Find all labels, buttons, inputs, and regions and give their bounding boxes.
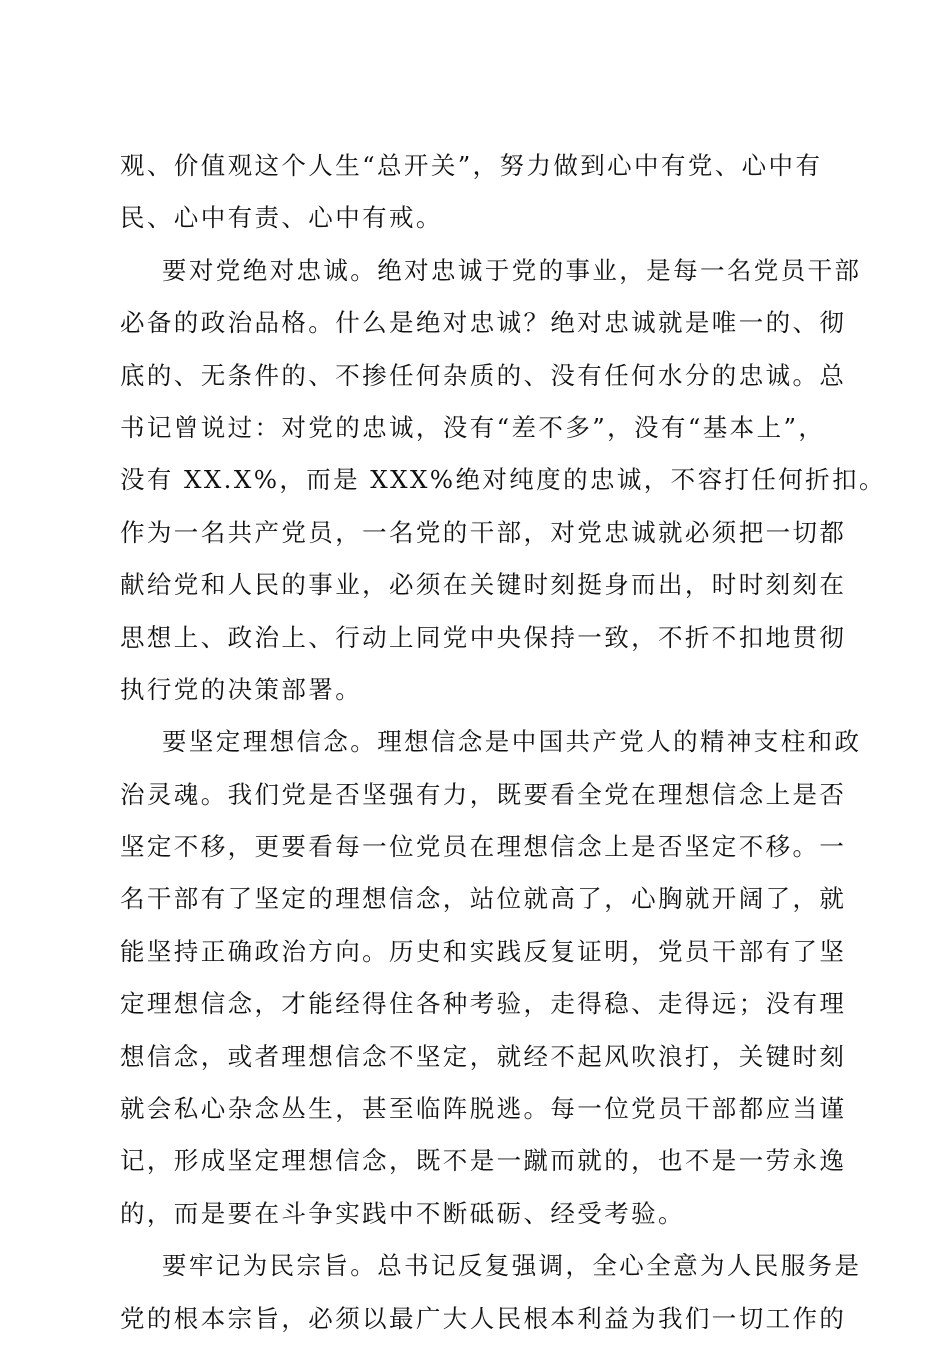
text-line: 献给党和人民的事业，必须在关键时刻挺身而出，时时刻刻在 (120, 570, 847, 600)
text-line: 记，形成坚定理想信念，既不是一蹴而就的，也不是一劳永逸 (120, 1146, 847, 1176)
text-line: 定理想信念，才能经得住各种考验，走得稳、走得远；没有理 (120, 989, 847, 1019)
text-line: 党的根本宗旨，必须以最广大人民根本利益为我们一切工作的 (120, 1303, 847, 1333)
text-line: 作为一名共产党员，一名党的干部，对党忠诚就必须把一切都 (120, 517, 847, 547)
paragraph-start-line: 要对党绝对忠诚。绝对忠诚于党的事业，是每一名党员干部 (162, 255, 862, 285)
paragraph-start-line: 要牢记为民宗旨。总书记反复强调，全心全意为人民服务是 (162, 1251, 862, 1281)
text-line: 必备的政治品格。什么是绝对忠诚？绝对忠诚就是唯一的、彻 (120, 308, 847, 338)
text-line: 书记曾说过：对党的忠诚，没有“差不多”，没有“基本上”， (120, 412, 826, 442)
text-line: 民、心中有责、心中有戒。 (120, 203, 443, 233)
text-line: 就会私心杂念丛生，甚至临阵脱逃。每一位党员干部都应当谨 (120, 1094, 847, 1124)
text-line: 名干部有了坚定的理想信念，站位就高了，心胸就开阔了，就 (120, 884, 847, 914)
text-line: 执行党的决策部署。 (120, 674, 363, 704)
text-line: 底的、无条件的、不掺任何杂质的、没有任何水分的忠诚。总 (120, 360, 847, 390)
body-text (120, 140, 886, 1345)
text-line: 思想上、政治上、行动上同党中央保持一致，不折不扣地贯彻 (120, 622, 847, 652)
paragraph-start-line: 要坚定理想信念。理想信念是中国共产党人的精神支柱和政 (162, 727, 862, 757)
text-line: 能坚持正确政治方向。历史和实践反复证明，党员干部有了坚 (120, 936, 847, 966)
text-line: 没有 XX.X%，而是 XXX%绝对纯度的忠诚，不容打任何折扣。 (120, 465, 886, 495)
text-line: 治灵魂。我们党是否坚强有力，既要看全党在理想信念上是否 (120, 779, 847, 809)
text-line: 的，而是要在斗争实践中不断砥砺、经受考验。 (120, 1198, 685, 1228)
text-line: 观、价值观这个人生“总开关”，努力做到心中有党、心中有 (120, 151, 823, 180)
text-line: 想信念，或者理想信念不坚定，就经不起风吹浪打，关键时刻 (120, 1041, 847, 1071)
text-line: 坚定不移，更要看每一位党员在理想信念上是否坚定不移。一 (120, 832, 847, 862)
